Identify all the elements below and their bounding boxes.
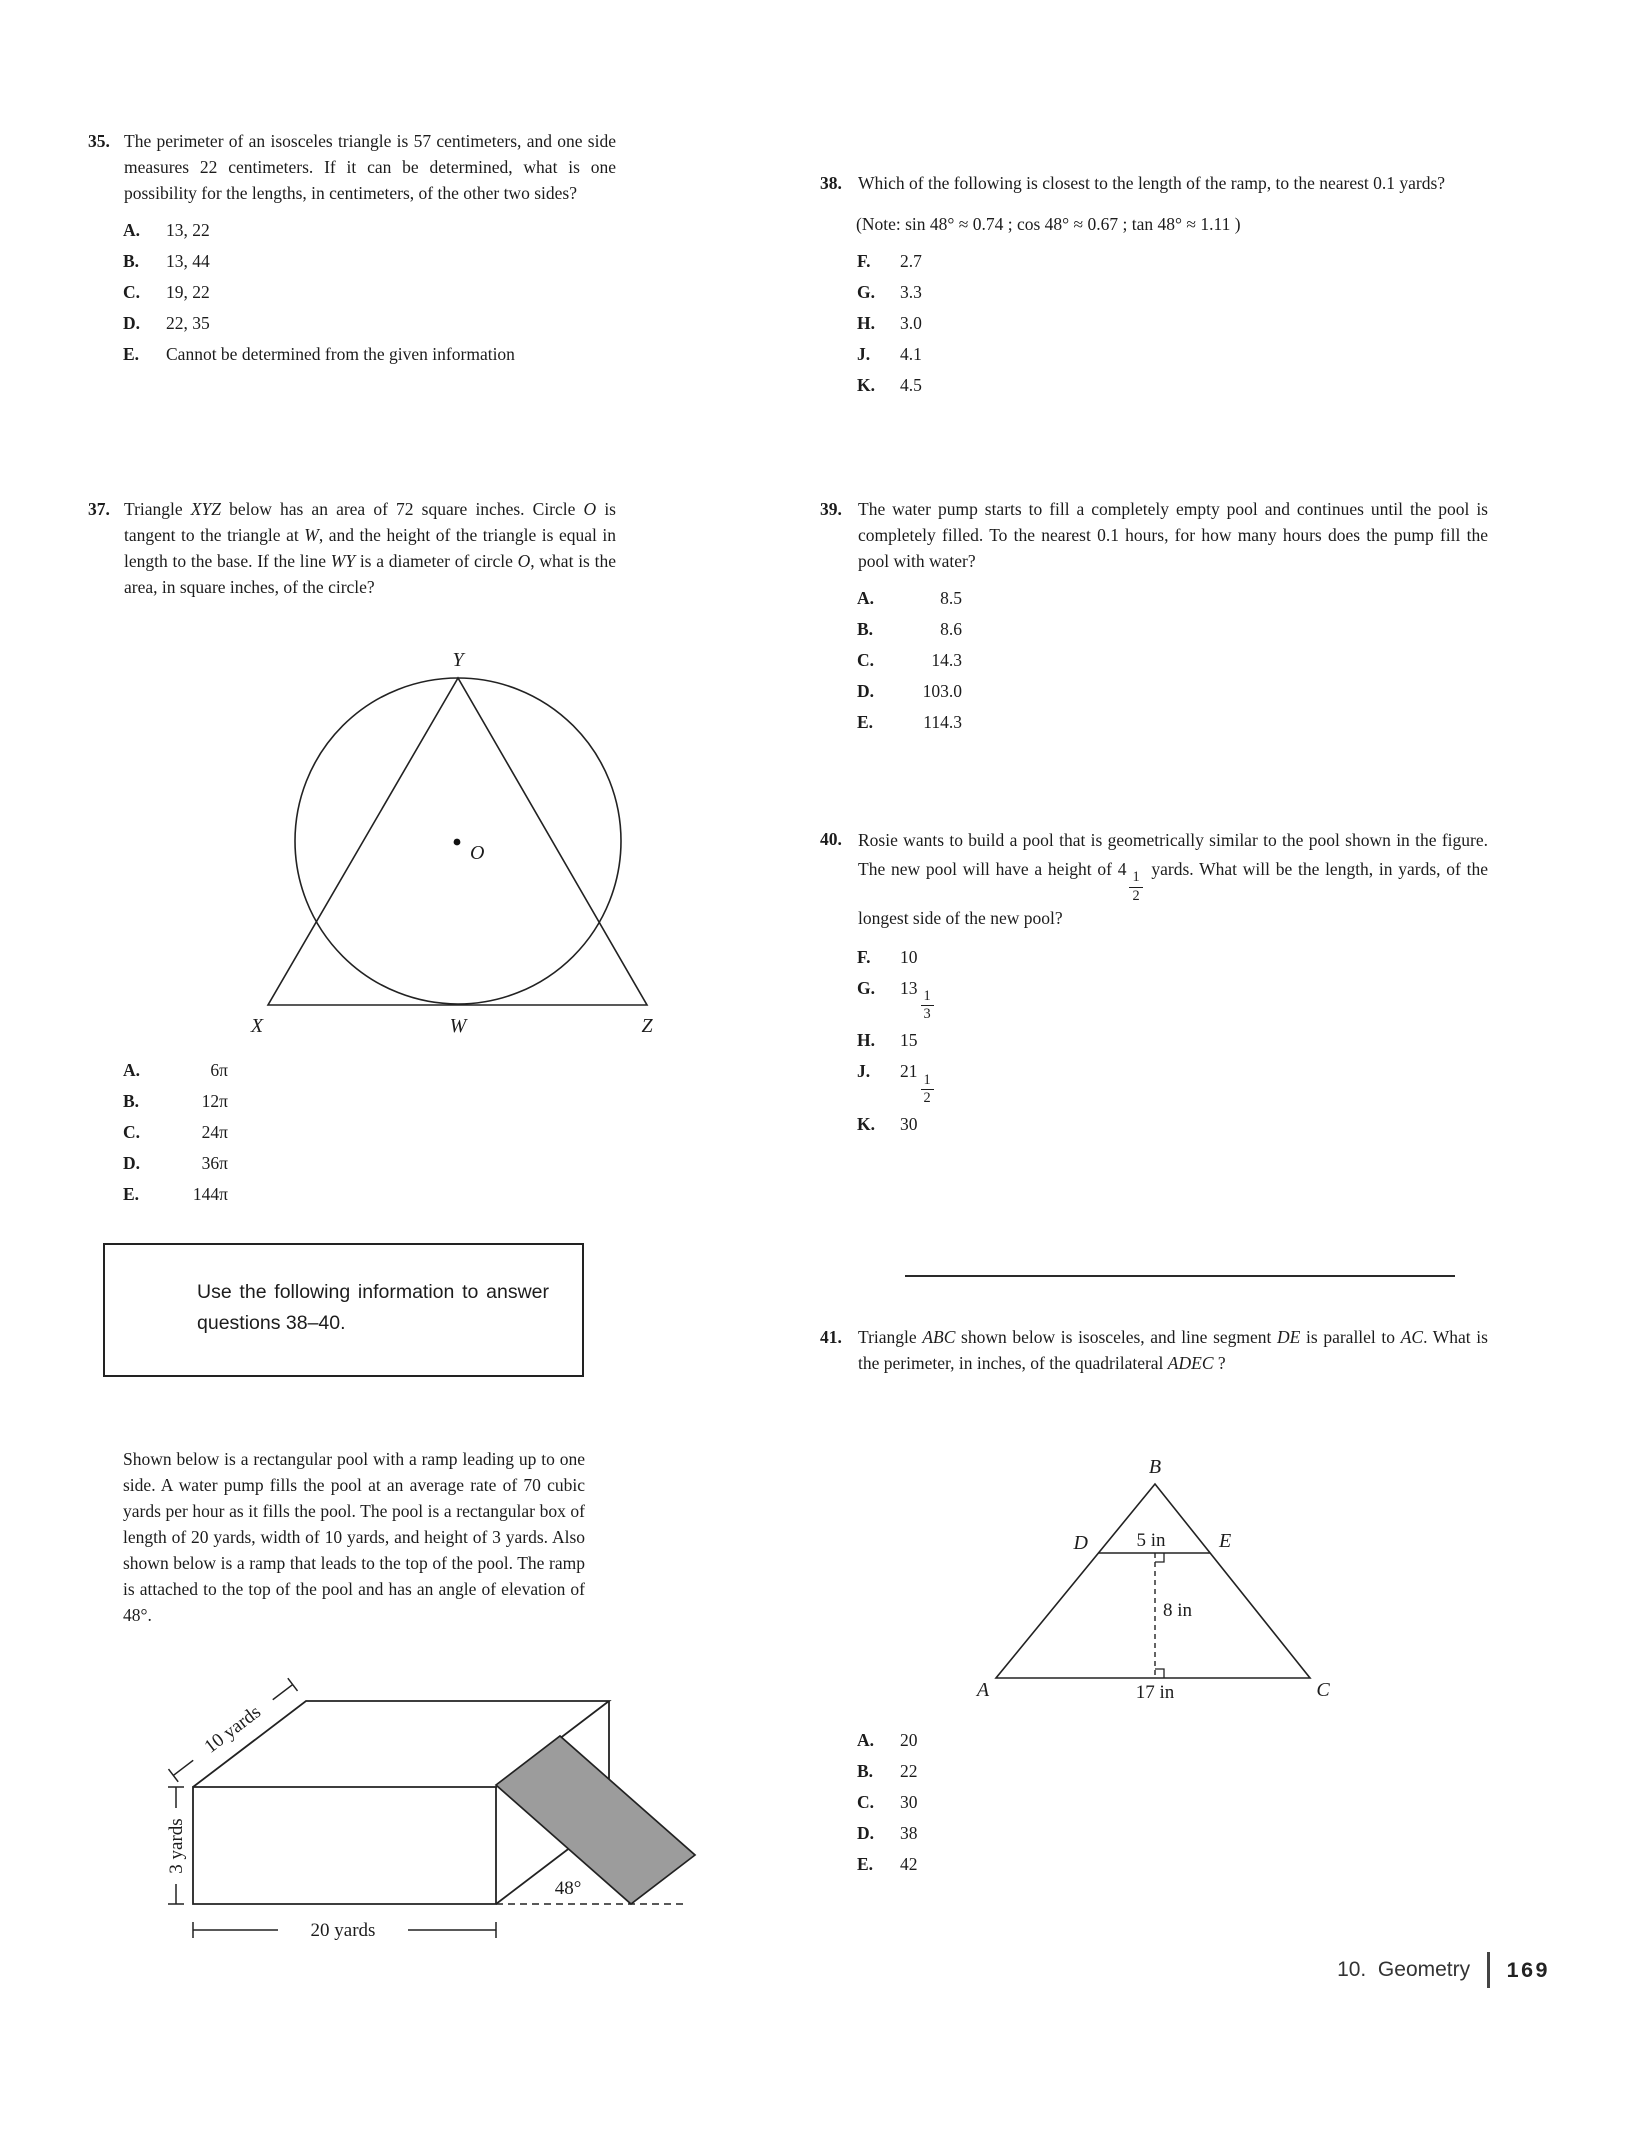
option-row (857, 1027, 1488, 1053)
question-40-stem (820, 826, 1488, 933)
pool-ramp-figure (128, 1672, 728, 1972)
answer-options (820, 248, 1488, 398)
option-row (123, 279, 616, 305)
option-row (857, 585, 1488, 611)
question-number: 38. (820, 173, 842, 193)
option-row (857, 1820, 1157, 1846)
option-letter: J. (857, 344, 871, 364)
point-label-E: E (1219, 1530, 1232, 1552)
option-row (857, 678, 1488, 704)
option-row (123, 1119, 523, 1145)
tangent-label-W: W (449, 1015, 467, 1037)
question-number: 37. (88, 499, 110, 519)
option-letter: A. (857, 588, 875, 608)
option-letter: G. (857, 282, 875, 302)
option-row (857, 616, 1488, 642)
option-row (123, 310, 616, 336)
option-value: 22 (900, 1761, 918, 1781)
question-text: Triangle XYZ below has an area of 72 square inches. Circle O is tangent to the triangle at W, and the height of the triangle is equal in length to the base. If the line WY is a diameter of circle O, what is the area, in square inches, of the circle? (124, 499, 617, 597)
height-dimension-label: 3 yards (166, 1818, 187, 1874)
option-letter: A. (857, 1730, 875, 1750)
triangle-ABC (996, 1484, 1310, 1678)
option-row (123, 341, 616, 367)
question-39 (820, 496, 1488, 735)
base-dimension-label: 17 in (1135, 1682, 1175, 1703)
option-letter: E. (123, 344, 140, 364)
option-letter: E. (857, 1854, 874, 1874)
center-label-O: O (470, 842, 485, 864)
option-letter: C. (123, 282, 141, 302)
option-letter: D. (123, 1153, 141, 1173)
option-row (857, 279, 1488, 305)
option-value: 8.5 (940, 588, 962, 608)
answer-options (123, 1057, 523, 1207)
question-35-stem (88, 128, 616, 206)
question-text: Which of the following is closest to the length of the ramp, to the nearest 0.1 yards? (858, 173, 1446, 193)
question-number: 39. (820, 499, 842, 519)
option-row (857, 248, 1488, 274)
vertex-label-Z: Z (641, 1015, 653, 1037)
option-value: 13 $\frac{1}{3}$ (900, 975, 937, 1023)
question-text: Triangle ABC shown below is isosceles, and line segment DE is parallel to AC. What is the perimeter, in inches, of the quadrilateral ADEC ? (858, 1327, 1488, 1373)
question-number: 41. (820, 1327, 842, 1347)
info-box-text: Use the following information to answer questions 38–40. (197, 1281, 549, 1334)
option-row (857, 1727, 1157, 1753)
option-letter: F. (857, 946, 871, 967)
option-value: 13, 44 (166, 251, 210, 271)
option-letter: D. (857, 681, 875, 701)
question-41-options (857, 1722, 1157, 1877)
option-value: 24π (201, 1122, 228, 1142)
option-letter: D. (123, 313, 141, 333)
question-38-stem (820, 170, 1488, 196)
option-value: 10 (900, 946, 918, 967)
de-dimension-label: 5 in (1136, 1530, 1166, 1551)
question-40 (820, 826, 1488, 1137)
question-35 (88, 128, 616, 367)
question-41-stem (820, 1324, 1488, 1376)
height-dimension-label: 8 in (1163, 1600, 1193, 1621)
option-letter: A. (123, 1060, 141, 1080)
center-dot (454, 839, 461, 846)
option-letter: B. (123, 251, 140, 271)
question-39-stem (820, 496, 1488, 574)
option-row (123, 217, 616, 243)
option-letter: J. (857, 1061, 871, 1082)
option-letter: E. (123, 1184, 140, 1204)
option-value: 103.0 (922, 681, 962, 701)
option-value: 3.3 (900, 282, 922, 302)
question-37 (88, 496, 616, 600)
option-letter: C. (857, 650, 875, 670)
option-value: 38 (900, 1823, 918, 1843)
point-label-D: D (1073, 1532, 1088, 1554)
depth-measure-group (164, 1672, 299, 1783)
pool-front-face (193, 1787, 496, 1904)
option-letter: H. (857, 313, 875, 333)
question-text: Rosie wants to build a pool that is geometrically similar to the pool shown in the figure. The new pool will have a height of 4 $\frac{1}{2}$ yards. What will be the length, in yards, of the longest side of the new pool? (858, 830, 1488, 928)
option-row (857, 1789, 1157, 1815)
question-number: 40. (820, 829, 842, 849)
option-value: 13, 22 (166, 220, 210, 240)
page-footer (1100, 1952, 1550, 1988)
question-41 (820, 1324, 1488, 1376)
option-row (857, 944, 1488, 970)
option-row (123, 248, 616, 274)
section-divider (905, 1275, 1455, 1277)
option-value: 30 (900, 1113, 918, 1134)
option-value: 36π (201, 1153, 228, 1173)
vertex-label-X: X (250, 1015, 264, 1037)
vertex-label-Y: Y (452, 650, 464, 671)
option-value: 22, 35 (166, 313, 210, 333)
ramp (496, 1736, 695, 1904)
option-row (857, 709, 1488, 735)
answer-options (820, 585, 1488, 735)
answer-options (820, 944, 1488, 1137)
right-angle-mark-top (1155, 1553, 1164, 1562)
vertex-label-B: B (1148, 1456, 1162, 1478)
option-row (857, 372, 1488, 398)
question-37-options (123, 1052, 523, 1207)
footer-divider-bar (1487, 1952, 1490, 1988)
option-letter: F. (857, 251, 871, 271)
option-letter: K. (857, 1113, 875, 1134)
option-letter: C. (123, 1122, 141, 1142)
question-38 (820, 170, 1488, 398)
answer-options (88, 217, 616, 367)
footer-page-number: 169 (1506, 1957, 1550, 1982)
option-value: 2.7 (900, 251, 922, 271)
option-value: 42 (900, 1854, 918, 1874)
angle-label: 48° (554, 1878, 582, 1899)
option-letter: C. (857, 1792, 875, 1812)
option-row (123, 1150, 523, 1176)
depth-dimension-label: 10 yards (200, 1701, 265, 1758)
option-letter: E. (857, 712, 874, 732)
vertex-label-A: A (976, 1679, 990, 1701)
option-value: 20 (900, 1730, 918, 1750)
question-text: The water pump starts to fill a completely empty pool and continues until the pool is completely filled. To the nearest 0.1 hours, for how many hours does the pump fill the pool with water? (858, 499, 1488, 571)
option-row (857, 1758, 1157, 1784)
option-row (857, 341, 1488, 367)
option-letter: B. (857, 1761, 874, 1781)
option-row (857, 975, 1488, 1023)
option-letter: B. (123, 1091, 140, 1111)
option-letter: A. (123, 220, 141, 240)
option-value: 21 $\frac{1}{2}$ (900, 1058, 937, 1106)
option-value: 15 (900, 1030, 918, 1051)
option-letter: G. (857, 977, 875, 998)
option-row (857, 1851, 1157, 1877)
length-dimension-label: 20 yards (310, 1920, 376, 1941)
info-box (103, 1243, 584, 1377)
pool-passage: Shown below is a rectangular pool with a ramp leading up to one side. A water pump fills the pool at an average rate of 70 cubic yards per hour as it fills the pool. The pool is a rectangular box of length of 20 yards, width of 10 yards, and height of 3 yards. Also shown below is a ramp that leads to the top of the pool. The ramp is attached to the top of the pool and has an angle of elevation of 48°. (123, 1449, 585, 1625)
question-37-stem (88, 496, 616, 600)
option-row (857, 310, 1488, 336)
option-row (123, 1088, 523, 1114)
option-value: 6π (210, 1060, 228, 1080)
option-row (123, 1181, 523, 1207)
option-row (857, 1058, 1488, 1106)
option-row (857, 647, 1488, 673)
option-letter: K. (857, 375, 875, 395)
option-value: 144π (192, 1184, 228, 1204)
triangle-abc-figure (958, 1446, 1378, 1706)
option-value: 8.6 (940, 619, 962, 639)
option-letter: H. (857, 1030, 875, 1051)
option-letter: B. (857, 619, 874, 639)
vertex-label-C: C (1316, 1679, 1330, 1701)
footer-section-label: 10. Geometry (1337, 1958, 1471, 1981)
option-value: 19, 22 (166, 282, 210, 302)
option-value: 14.3 (931, 650, 962, 670)
circle-triangle-figure (195, 650, 655, 1042)
option-row (857, 1111, 1488, 1137)
question-number: 35. (88, 131, 110, 151)
option-value: 30 (900, 1792, 918, 1812)
answer-options (857, 1727, 1157, 1877)
option-value: 114.3 (923, 712, 962, 732)
option-value: 4.5 (900, 375, 922, 395)
option-row (123, 1057, 523, 1083)
trig-note: (Note: sin 48° ≈ 0.74 ; cos 48° ≈ 0.67 ; tan 48° ≈ 1.11 ) (856, 214, 1241, 234)
option-value: 3.0 (900, 313, 922, 333)
option-letter: D. (857, 1823, 875, 1843)
option-value: 4.1 (900, 344, 922, 364)
right-angle-mark-bottom (1155, 1669, 1164, 1678)
option-value: 12π (201, 1091, 228, 1111)
option-value: Cannot be determined from the given information (166, 344, 515, 364)
question-text: The perimeter of an isosceles triangle is 57 centimeters, and one side measures 22 centimeters. If it can be determined, what is one possibility for the lengths, in centimeters, of the other two sides? (124, 131, 616, 203)
